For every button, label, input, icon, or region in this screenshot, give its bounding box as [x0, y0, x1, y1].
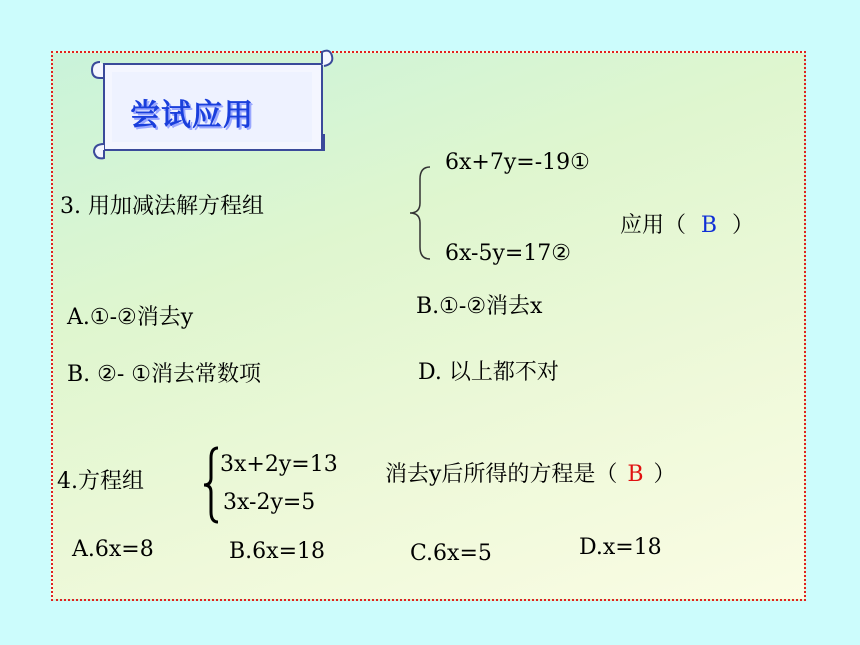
- answer-prompt-3: [620, 215, 754, 237]
- option-3-d[interactable]: D. 以上都不对: [418, 360, 559, 385]
- answer-prompt-4: [385, 464, 675, 486]
- prompt-close-text: ）: [653, 462, 676, 487]
- option-4-d[interactable]: D.x=18: [579, 535, 662, 560]
- equation-2: 6x-5y=17②: [445, 241, 572, 266]
- brace-icon: [408, 165, 432, 261]
- option-4-a[interactable]: A.6x=8: [72, 537, 154, 562]
- equation-1: 6x+7y=-19①: [445, 150, 590, 175]
- prompt-open-text: 消去y后所得的方程是（: [385, 462, 618, 487]
- prompt-open-text: 应用（: [620, 213, 687, 238]
- answer-3: B: [700, 213, 718, 238]
- option-4-b[interactable]: B.6x=18: [229, 539, 325, 564]
- question-3-text: 3. 用加减法解方程组: [60, 194, 264, 219]
- equation-3: 3x+2y=13: [220, 452, 338, 477]
- page-title: 尝试应用: [130, 98, 254, 133]
- option-3-c[interactable]: B. ②- ①消去常数项: [67, 362, 262, 387]
- question-4-text: 4.方程组: [57, 469, 144, 494]
- option-4-c[interactable]: C.6x=5: [410, 541, 492, 566]
- brace-icon: [202, 446, 220, 524]
- equation-4: 3x-2y=5: [223, 490, 316, 515]
- answer-4: B: [627, 462, 644, 487]
- option-3-a[interactable]: A.①-②消去y: [67, 305, 194, 330]
- option-3-b[interactable]: B.①-②消去x: [416, 294, 543, 319]
- prompt-close-text: ）: [732, 213, 755, 238]
